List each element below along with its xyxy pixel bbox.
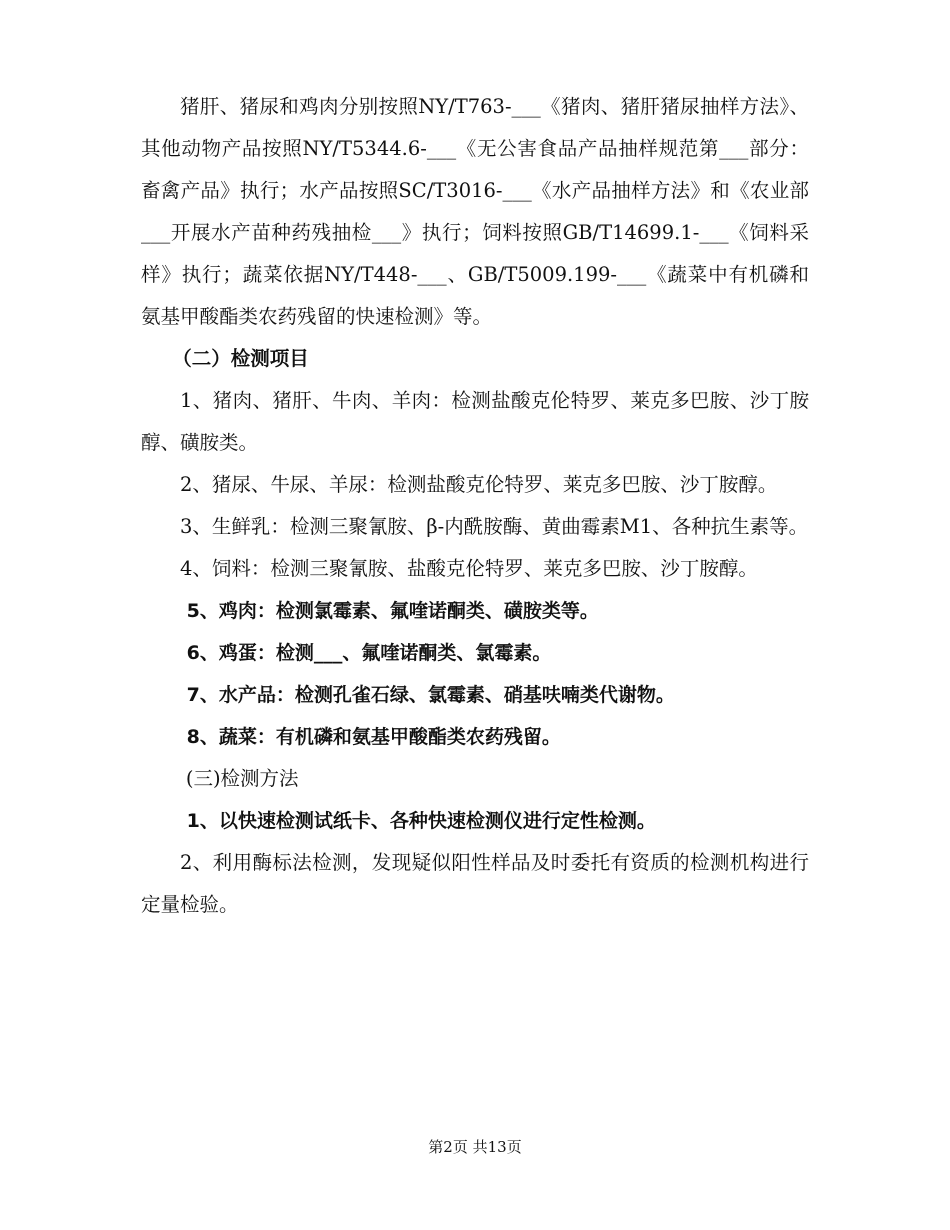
document-body [141, 86, 809, 926]
list-item: 5、鸡肉：检测氯霉素、氟喹诺酮类、磺胺类等。 [186, 600, 599, 622]
section-heading-detection-methods: (三)检测方法 [185, 767, 299, 790]
list-item: 4、饲料：检测三聚氰胺、盐酸克伦特罗、莱克多巴胺、沙丁胺醇。 [180, 557, 758, 580]
list-item: 8、蔬菜：有机磷和氨基甲酸酯类农药残留。 [186, 726, 561, 748]
list-item: 7、水产品：检测孔雀石绿、氯霉素、硝基呋喃类代谢物。 [186, 684, 675, 706]
intro-paragraph: 猪肝、猪尿和鸡肉分别按照NY/T763-___《猪肉、猪肝猪尿抽样方法》、其他动物产品按照NY/T5344.6-___《无公害食品产品抽样规范第___部分：畜禽产品》执行；水产品按照SC/T3016-___《水产品抽样方法》和《农业部___开展水产苗种药残抽检___》执行；饲料按照GB/T14699.1-___《饲料采样》执行；蔬菜依据NY/T448-___、GB/T5009.199-___《蔬菜中有机磷和氨基甲酸酯类农药残留的快速检测》等。 [141, 95, 809, 328]
list-item: 3、生鲜乳：检测三聚氰胺、β-内酰胺酶、黄曲霉素M1、各种抗生素等。 [180, 515, 809, 538]
list-item: 2、猪尿、牛尿、羊尿：检测盐酸克伦特罗、莱克多巴胺、沙丁胺醇。 [180, 473, 778, 496]
section-heading-detection-items: （二）检测项目 [172, 347, 309, 370]
list-item: 1、猪肉、猪肝、牛肉、羊肉：检测盐酸克伦特罗、莱克多巴胺、沙丁胺醇、磺胺类。 [141, 389, 809, 454]
list-item: 6、鸡蛋：检测___、氟喹诺酮类、氯霉素。 [186, 642, 552, 664]
list-item: 2、利用酶标法检测，发现疑似阳性样品及时委托有资质的检测机构进行定量检验。 [141, 851, 809, 916]
list-item: 1、以快速检测试纸卡、各种快速检测仪进行定性检测。 [186, 810, 656, 832]
page-number-footer: 第2页 共13页 [428, 1138, 522, 1156]
